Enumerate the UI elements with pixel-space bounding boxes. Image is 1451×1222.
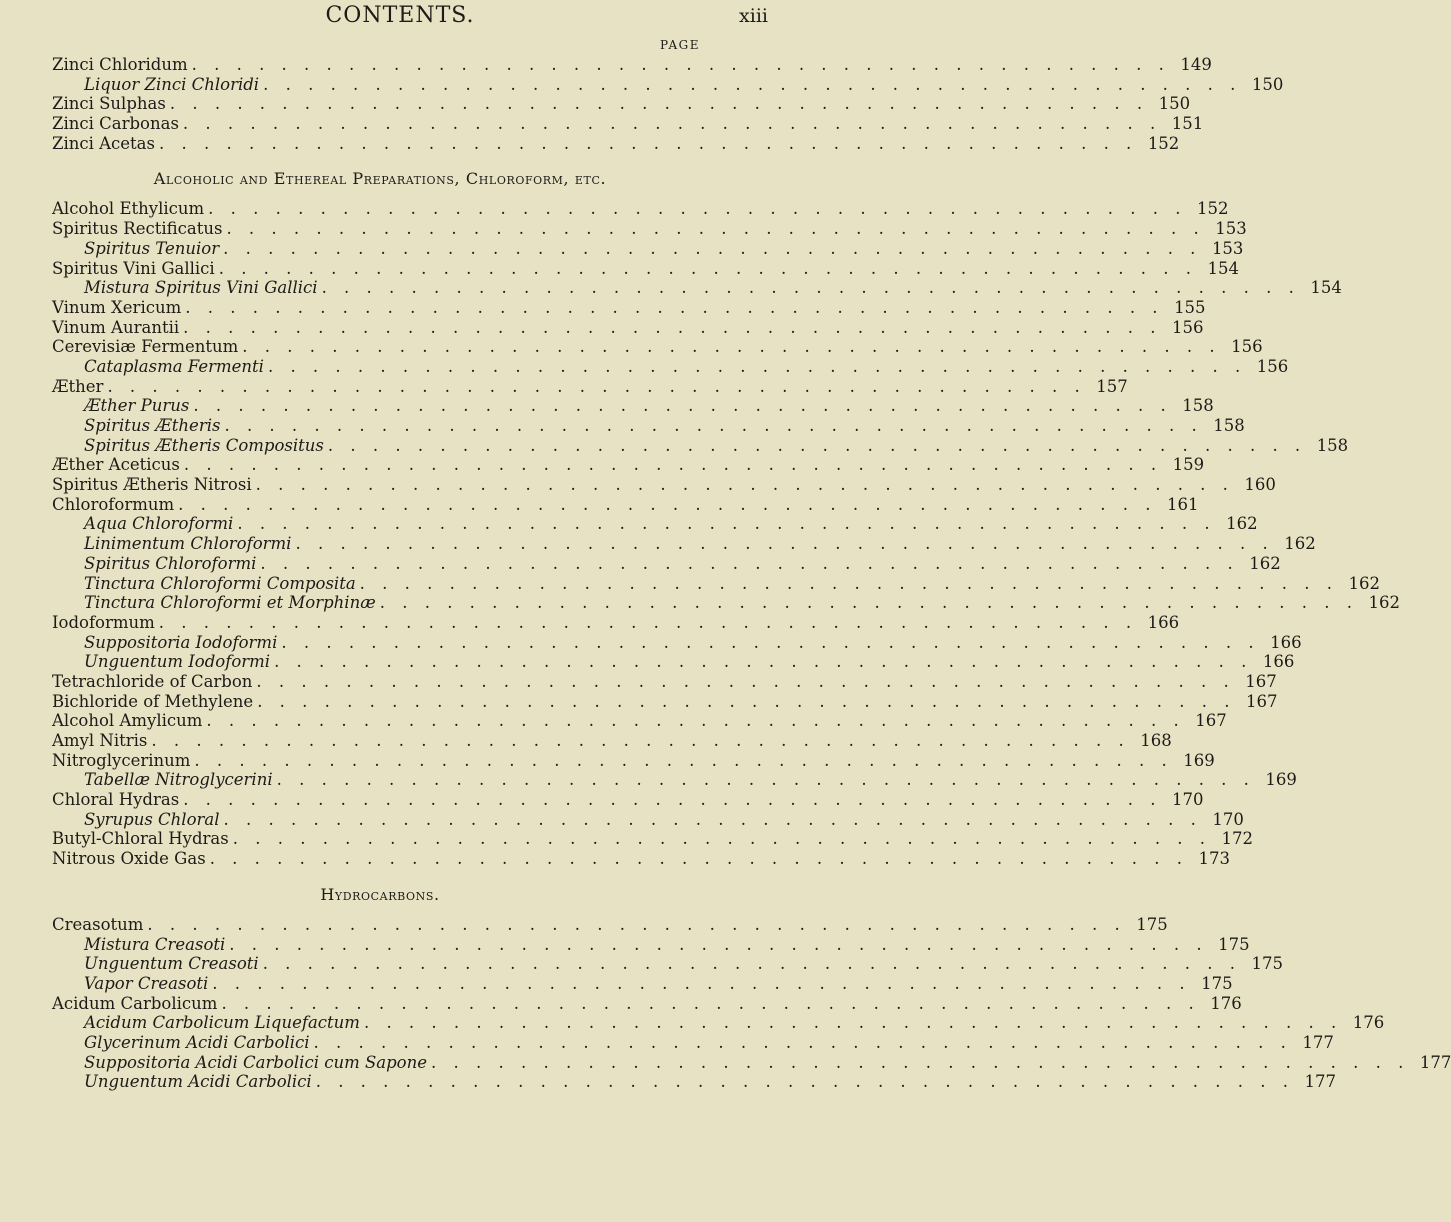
entry-page-number: 158: [1182, 396, 1214, 416]
contents-entry: [52, 731, 1172, 751]
contents-entry: [52, 219, 1247, 239]
dot-leader: . . . . . . . . . . . . . . . . . . . . . . . . . . . . . . . . . . . . . . . . . . . .: [223, 809, 1202, 829]
contents-entry: [52, 750, 1215, 771]
contents-list: [52, 55, 1451, 1092]
dot-leader: . . . . . . . . . . . . . . . . . . . . . . . . . . . . . . . . . . . . . . . . . . . .: [242, 337, 1221, 357]
entry-page-number: 157: [1096, 376, 1128, 396]
entry-page-number: 154: [1310, 278, 1342, 298]
contents-subentry: [52, 770, 1297, 790]
running-header: [0, 3, 800, 33]
dot-leader: . . . . . . . . . . . . . . . . . . . . . . . . . . . . . . . . . . . . . . . . . . . .: [169, 94, 1149, 114]
entry-page-number: 152: [1147, 133, 1180, 153]
entry-label: Spiritus Tenuior: [84, 238, 220, 258]
dot-leader: . . . . . . . . . . . . . . . . . . . . . . . . . . . . . . . . . . . . . . . . . . . .: [255, 475, 1234, 495]
contents-entry: [52, 691, 1278, 712]
contents-subentry: [52, 1052, 1451, 1073]
entry-page-number: 156: [1231, 337, 1263, 357]
contents-entry: [52, 671, 1277, 692]
entry-page-number: 162: [1284, 534, 1316, 554]
dot-leader: . . . . . . . . . . . . . . . . . . . . . . . . . . . . . . . . . . . . . . . . . . . .: [260, 553, 1239, 573]
folio: xiii: [739, 5, 768, 27]
entry-label: Creasotum: [52, 914, 144, 934]
dot-leader: . . . . . . . . . . . . . . . . . . . . . . . . . . . . . . . . . . . . . . . . . . . .: [276, 770, 1255, 790]
entry-label: Unguentum Iodoformi: [84, 652, 271, 672]
contents-entry: [52, 993, 1242, 1014]
entry-label: Alcohol Amylicum: [52, 711, 203, 731]
contents-subentry: [52, 238, 1244, 259]
entry-label: Acidum Carbolicum Liquefactum: [84, 1013, 360, 1033]
dot-leader: . . . . . . . . . . . . . . . . . . . . . . . . . . . . . . . . . . . . . . . . . . . .: [281, 632, 1260, 652]
entry-page-number: 175: [1218, 934, 1250, 954]
contents-subentry: [52, 1072, 1337, 1092]
contents-entry: [52, 829, 1254, 849]
contents-entry: [52, 455, 1205, 475]
contents-subentry: [52, 593, 1401, 613]
entry-page-number: 150: [1158, 94, 1191, 114]
contents-entry: [52, 114, 1204, 134]
entry-label: Vinum Xericum: [52, 297, 182, 317]
dot-leader: . . . . . . . . . . . . . . . . . . . . . . . . . . . . . . . . . . . . . . . . . . . .: [223, 238, 1202, 258]
entry-page-number: 167: [1245, 671, 1277, 691]
dot-leader: . . . . . . . . . . . . . . . . . . . . . . . . . . . . . . . . . . . . . . . . . . . .: [313, 1032, 1292, 1052]
entry-page-number: 156: [1171, 317, 1204, 337]
entry-page-number: 159: [1172, 455, 1205, 475]
entry-page-number: 161: [1166, 494, 1199, 514]
contents-subentry: [52, 934, 1250, 955]
contents-subentry: [52, 1013, 1385, 1033]
contents-entry: [52, 711, 1227, 731]
entry-label: Spiritus Rectificatus: [52, 219, 223, 239]
contents-entry: [52, 475, 1276, 495]
contents-subentry: [52, 416, 1245, 436]
dot-leader: . . . . . . . . . . . . . . . . . . . . . . . . . . . . . . . . . . . . . . . . . . . .: [232, 829, 1212, 849]
entry-label: Vinum Aurantii: [52, 317, 180, 337]
dot-leader: . . . . . . . . . . . . . . . . . . . . . . . . . . . . . . . . . . . . . . . . . . . .: [229, 934, 1208, 954]
entry-label: Cerevisiæ Fermentum: [52, 337, 239, 357]
entry-label: Suppositoria Acidi Carbolici cum Sapone: [84, 1052, 428, 1072]
entry-label: Aqua Chloroformi: [84, 514, 234, 534]
entry-label: Tabellæ Nitroglycerini: [84, 770, 273, 790]
dot-leader: . . . . . . . . . . . . . . . . . . . . . . . . . . . . . . . . . . . . . . . . . . . .: [224, 416, 1203, 435]
entry-page-number: 175: [1136, 914, 1168, 934]
entry-label: Mistura Creasoti: [84, 934, 226, 954]
dot-leader: . . . . . . . . . . . . . . . . . . . . . . . . . . . . . . . . . . . . . . . . . . . .: [206, 711, 1185, 731]
contents-subentry: [52, 514, 1258, 534]
dot-leader: . . . . . . . . . . . . . . . . . . . . . . . . . . . . . . . . . . . . . . . . . . . .: [209, 849, 1188, 869]
entry-label: Nitroglycerinum: [52, 750, 191, 770]
entry-label: Zinci Acetas: [52, 133, 155, 153]
entry-label: Bichloride of Methylene: [52, 691, 254, 711]
dot-leader: . . . . . . . . . . . . . . . . . . . . . . . . . . . . . . . . . . . . . . . . . . . .: [191, 55, 1170, 74]
dot-leader: . . . . . . . . . . . . . . . . . . . . . . . . . . . . . . . . . . . . . . . . . . . .: [193, 396, 1172, 416]
dot-leader: . . . . . . . . . . . . . . . . . . . . . . . . . . . . . . . . . . . . . . . . . . . .: [158, 612, 1138, 632]
page-column-label: PAGE: [660, 38, 700, 52]
contents-subentry: [52, 74, 1284, 95]
dot-leader: . . . . . . . . . . . . . . . . . . . . . . . . . . . . . . . . . . . . . . . . . . . .: [151, 731, 1130, 750]
dot-leader: . . . . . . . . . . . . . . . . . . . . . . . . . . . . . . . . . . . . . . . . . . . .: [107, 376, 1086, 396]
dot-leader: . . . . . . . . . . . . . . . . . . . . . . . . . . . . . . . . . . . . . . . . . . . .: [256, 671, 1235, 691]
section-heading: Hydrocarbons.: [320, 884, 440, 904]
dot-leader: . . . . . . . . . . . . . . . . . . . . . . . . . . . . . . . . . . . . . . . . . . . .: [182, 114, 1162, 134]
entry-label: Amyl Nitris: [52, 731, 148, 750]
dot-leader: . . . . . . . . . . . . . . . . . . . . . . . . . . . . . . . . . . . . . . . . . . . .: [185, 297, 1164, 317]
entry-page-number: 177: [1419, 1052, 1451, 1072]
dot-leader: . . . . . . . . . . . . . . . . . . . . . . . . . . . . . . . . . . . . . . . . . . . .: [147, 914, 1126, 934]
entry-page-number: 153: [1211, 238, 1244, 258]
contents-entry: [52, 494, 1199, 515]
entry-label: Vapor Creasoti: [84, 973, 209, 993]
entry-label: Æther: [52, 376, 104, 396]
entry-page-number: 175: [1251, 954, 1283, 974]
entry-page-number: 150: [1251, 74, 1284, 94]
entry-label: Zinci Carbonas: [52, 114, 179, 134]
contents-subentry: [52, 632, 1302, 653]
entry-page-number: 162: [1368, 593, 1401, 613]
entry-label: Chloral Hydras: [52, 790, 180, 810]
entry-page-number: 170: [1212, 809, 1244, 829]
entry-label: Chloroformum: [52, 494, 175, 514]
entry-label: Spiritus Ætheris Compositus: [84, 435, 324, 455]
entry-label: Acidum Carbolicum: [52, 993, 218, 1013]
dot-leader: . . . . . . . . . . . . . . . . . . . . . . . . . . . . . . . . . . . . . . . . . . . .: [379, 593, 1359, 613]
entry-page-number: 158: [1213, 416, 1245, 435]
entry-label: Æther Aceticus: [52, 455, 180, 475]
contents-entry: [52, 337, 1263, 357]
contents-entry: [52, 55, 1212, 75]
entry-label: Linimentum Chloroformi: [84, 534, 292, 554]
dot-leader: . . . . . . . . . . . . . . . . . . . . . . . . . . . . . . . . . . . . . . . . . . . .: [431, 1052, 1410, 1072]
contents-subentry: [52, 809, 1244, 830]
dot-leader: . . . . . . . . . . . . . . . . . . . . . . . . . . . . . . . . . . . . . . . . . . . .: [315, 1072, 1295, 1092]
entry-page-number: 172: [1221, 829, 1254, 849]
entry-page-number: 154: [1207, 258, 1240, 278]
running-title: CONTENTS.: [325, 3, 475, 28]
dot-leader: . . . . . . . . . . . . . . . . . . . . . . . . . . . . . . . . . . . . . . . . . . . .: [327, 435, 1307, 455]
entry-page-number: 169: [1183, 750, 1215, 770]
dot-leader: . . . . . . . . . . . . . . . . . . . . . . . . . . . . . . . . . . . . . . . . . . . .: [183, 317, 1162, 337]
entry-label: Liquor Zinci Chloridi: [84, 74, 260, 94]
contents-entry: [52, 914, 1168, 935]
entry-page-number: 160: [1244, 475, 1276, 495]
entry-label: Zinci Chloridum: [52, 55, 188, 74]
entry-label: Syrupus Chloral: [84, 809, 220, 829]
contents-subentry: [52, 356, 1289, 377]
contents-subentry: [52, 973, 1233, 994]
entry-page-number: 168: [1140, 731, 1172, 750]
entry-page-number: 167: [1195, 711, 1227, 731]
contents-subentry: [52, 534, 1316, 554]
dot-leader: . . . . . . . . . . . . . . . . . . . . . . . . . . . . . . . . . . . . . . . . . . . .: [194, 750, 1173, 770]
dot-leader: . . . . . . . . . . . . . . . . . . . . . . . . . . . . . . . . . . . . . . . . . . . .: [257, 691, 1236, 711]
entry-label: Tinctura Chloroformi Composita: [84, 573, 356, 593]
contents-entry: [52, 258, 1240, 279]
contents-subentry: [52, 396, 1214, 416]
entry-page-number: 167: [1246, 691, 1278, 711]
entry-label: Suppositoria Iodoformi: [84, 632, 278, 652]
entry-page-number: 162: [1348, 573, 1380, 593]
contents-entry: [52, 612, 1180, 633]
contents-entry: [52, 133, 1180, 154]
dot-leader: . . . . . . . . . . . . . . . . . . . . . . . . . . . . . . . . . . . . . . . . . . . .: [212, 973, 1191, 993]
entry-page-number: 166: [1262, 652, 1295, 672]
entry-label: Spiritus Vini Gallici: [52, 258, 215, 278]
entry-label: Zinci Sulphas: [52, 94, 166, 114]
contents-subentry: [52, 1032, 1334, 1053]
dot-leader: . . . . . . . . . . . . . . . . . . . . . . . . . . . . . . . . . . . . . . . . . . . .: [267, 356, 1247, 376]
dot-leader: . . . . . . . . . . . . . . . . . . . . . . . . . . . . . . . . . . . . . . . . . . . .: [274, 652, 1253, 672]
entry-page-number: 152: [1196, 199, 1229, 219]
contents-subentry: [52, 435, 1349, 456]
entry-page-number: 177: [1304, 1072, 1337, 1092]
dot-leader: . . . . . . . . . . . . . . . . . . . . . . . . . . . . . . . . . . . . . . . . . . . .: [159, 133, 1138, 153]
contents-entry: [52, 849, 1230, 869]
entry-label: Butyl-Chloral Hydras: [52, 829, 229, 849]
entry-page-number: 173: [1198, 849, 1230, 869]
contents-subentry: [52, 553, 1281, 574]
contents-subentry: [52, 954, 1283, 974]
entry-page-number: 177: [1302, 1032, 1334, 1052]
dot-leader: . . . . . . . . . . . . . . . . . . . . . . . . . . . . . . . . . . . . . . . . . . . .: [359, 573, 1338, 593]
entry-page-number: 149: [1180, 55, 1212, 74]
entry-label: Glycerinum Acidi Carbolici: [84, 1032, 310, 1052]
entry-label: Unguentum Creasoti: [84, 954, 259, 974]
dot-leader: . . . . . . . . . . . . . . . . . . . . . . . . . . . . . . . . . . . . . . . . . . . .: [183, 790, 1162, 810]
contents-subentry: [52, 652, 1295, 672]
dot-leader: . . . . . . . . . . . . . . . . . . . . . . . . . . . . . . . . . . . . . . . . . . . .: [295, 534, 1274, 554]
entry-page-number: 175: [1201, 973, 1233, 993]
entry-label: Spiritus Ætheris: [84, 416, 221, 435]
dot-leader: . . . . . . . . . . . . . . . . . . . . . . . . . . . . . . . . . . . . . . . . . . . .: [226, 219, 1205, 239]
entry-page-number: 151: [1171, 114, 1204, 134]
entry-label: Spiritus Ætheris Nitrosi: [52, 475, 252, 495]
entry-label: Spiritus Chloroformi: [84, 553, 257, 573]
entry-page-number: 162: [1249, 553, 1281, 573]
contents-entry: [52, 199, 1229, 219]
entry-page-number: 166: [1147, 612, 1180, 632]
section-heading: Alcoholic and Ethereal Preparations, Chloroform, etc.: [153, 169, 607, 189]
entry-page-number: 176: [1210, 993, 1242, 1013]
entry-label: Cataplasma Fermenti: [84, 356, 264, 376]
entry-page-number: 162: [1226, 514, 1258, 534]
entry-label: Æther Purus: [84, 396, 190, 416]
entry-label: Nitrous Oxide Gas: [52, 849, 206, 869]
dot-leader: . . . . . . . . . . . . . . . . . . . . . . . . . . . . . . . . . . . . . . . . . . . .: [208, 199, 1187, 219]
entry-page-number: 155: [1174, 297, 1206, 317]
contents-entry: [52, 790, 1204, 810]
contents-entry: [52, 317, 1204, 338]
dot-leader: . . . . . . . . . . . . . . . . . . . . . . . . . . . . . . . . . . . . . . . . . . . .: [183, 455, 1163, 475]
entry-page-number: 153: [1215, 219, 1247, 239]
entry-label: Iodoformum: [52, 612, 155, 632]
entry-page-number: 176: [1352, 1013, 1385, 1033]
dot-leader: . . . . . . . . . . . . . . . . . . . . . . . . . . . . . . . . . . . . . . . . . . . .: [321, 278, 1300, 298]
entry-page-number: 169: [1265, 770, 1297, 790]
entry-page-number: 170: [1172, 790, 1204, 810]
entry-label: Tetrachloride of Carbon: [52, 671, 253, 691]
entry-label: Mistura Spiritus Vini Gallici: [84, 278, 318, 298]
entry-label: Tinctura Chloroformi et Morphinæ: [84, 593, 376, 613]
dot-leader: . . . . . . . . . . . . . . . . . . . . . . . . . . . . . . . . . . . . . . . . . . . .: [221, 993, 1200, 1013]
entry-page-number: 158: [1316, 435, 1349, 455]
dot-leader: . . . . . . . . . . . . . . . . . . . . . . . . . . . . . . . . . . . . . . . . . . . .: [262, 954, 1241, 974]
contents-subentry: [52, 573, 1380, 594]
entry-page-number: 166: [1270, 632, 1302, 652]
contents-entry: [52, 94, 1191, 114]
dot-leader: . . . . . . . . . . . . . . . . . . . . . . . . . . . . . . . . . . . . . . . . . . . .: [237, 514, 1216, 534]
entry-label: Unguentum Acidi Carbolici: [84, 1072, 312, 1092]
dot-leader: . . . . . . . . . . . . . . . . . . . . . . . . . . . . . . . . . . . . . . . . . . . .: [263, 74, 1242, 94]
contents-entry: [52, 376, 1128, 397]
contents-subentry: [52, 278, 1342, 298]
entry-label: Alcohol Ethylicum: [52, 199, 205, 219]
entry-page-number: 156: [1256, 356, 1289, 376]
dot-leader: . . . . . . . . . . . . . . . . . . . . . . . . . . . . . . . . . . . . . . . . . . . .: [218, 258, 1198, 278]
dot-leader: . . . . . . . . . . . . . . . . . . . . . . . . . . . . . . . . . . . . . . . . . . . .: [363, 1013, 1343, 1033]
dot-leader: . . . . . . . . . . . . . . . . . . . . . . . . . . . . . . . . . . . . . . . . . . . .: [178, 494, 1157, 514]
contents-entry: [52, 297, 1206, 318]
